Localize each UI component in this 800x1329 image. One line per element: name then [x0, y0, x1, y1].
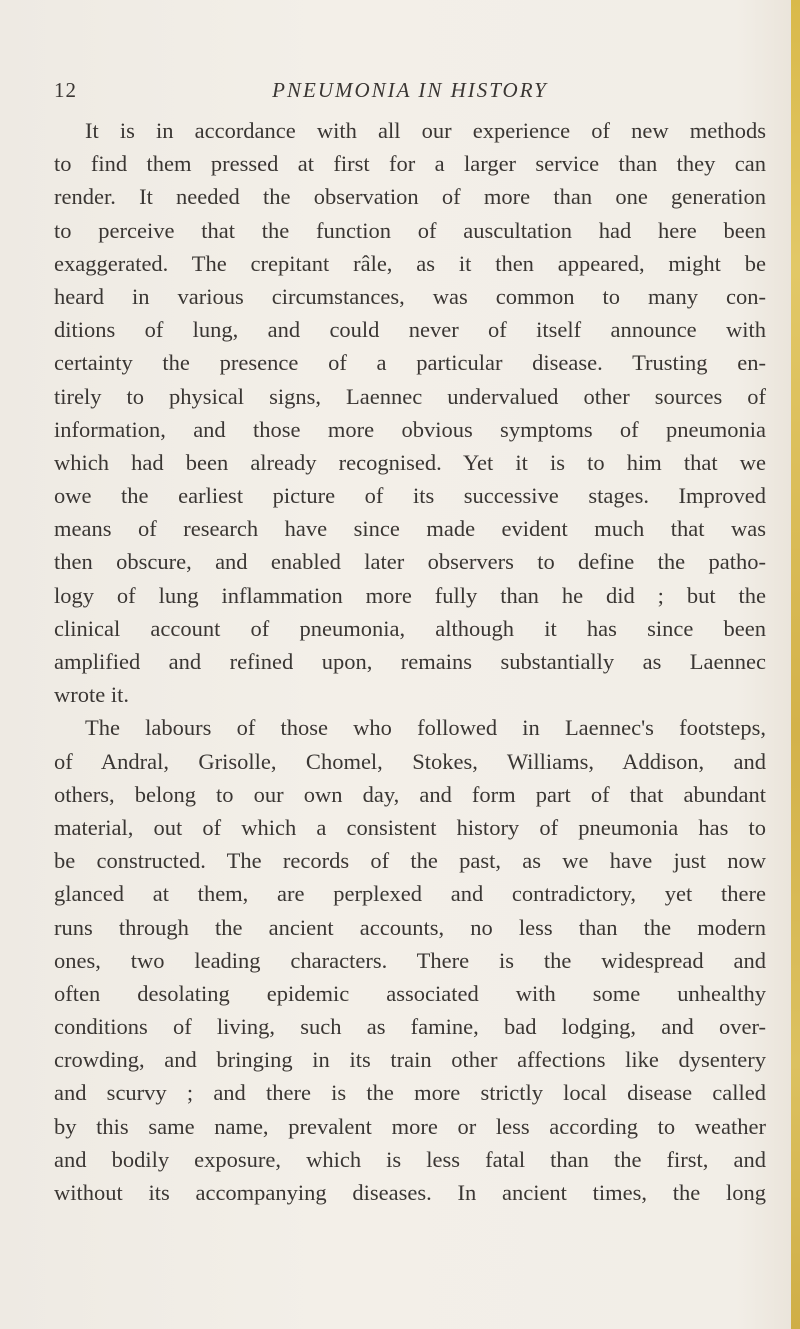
text-line: then obscure, and enabled later observers to define the patho- [54, 549, 766, 575]
text-line: clinical account of pneumonia, although it has since been [54, 615, 766, 641]
body-text [54, 114, 766, 1209]
text-line: information, and those more obvious symptoms of pneumonia [54, 416, 766, 442]
text-line: by this same name, prevalent more or less according to weather [54, 1113, 766, 1139]
page-edge [791, 0, 800, 1329]
text-line: means of research have since made evident much that was [54, 516, 766, 542]
page-header [54, 78, 766, 108]
text-line: others, belong to our own day, and form part of that abundant [54, 781, 766, 807]
page-number: 12 [54, 78, 77, 102]
text-line: tirely to physical signs, Laennec undervalued other sources of [54, 383, 766, 409]
text-line: exaggerated. The crepitant râle, as it then appeared, might be [54, 250, 766, 276]
text-line: which had been already recognised. Yet it is to him that we [54, 449, 766, 475]
text-line: crowding, and bringing in its train other affections like dysentery [54, 1047, 766, 1073]
text-line: logy of lung inflammation more fully than he did ; but the [54, 582, 766, 608]
text-line: often desolating epidemic associated with some unhealthy [54, 980, 766, 1006]
text-line: ones, two leading characters. There is the widespread and [54, 947, 766, 973]
text-line: wrote it. [54, 682, 129, 708]
text-line: and scurvy ; and there is the more strictly local disease called [54, 1080, 766, 1106]
text-line: of Andral, Grisolle, Chomel, Stokes, Williams, Addison, and [54, 748, 766, 774]
paragraph-2 [54, 711, 766, 1209]
text-line: It is in accordance with all our experience of new methods [85, 118, 766, 143]
text-line: owe the earliest picture of its successive stages. Improved [54, 483, 766, 509]
text-line: runs through the ancient accounts, no less than the modern [54, 914, 766, 940]
paragraph-1 [54, 114, 766, 711]
text-line: to find them pressed at first for a larger service than they can [54, 151, 766, 177]
text-line: render. It needed the observation of more than one generation [54, 184, 766, 210]
running-title: PNEUMONIA IN HISTORY [272, 78, 548, 102]
text-line: The labours of those who followed in Laennec's footsteps, [85, 715, 766, 741]
text-line: certainty the presence of a particular disease. Trusting en- [54, 350, 766, 376]
text-line: amplified and refined upon, remains substantially as Laennec [54, 649, 766, 674]
text-line: conditions of living, such as famine, bad lodging, and over- [54, 1014, 766, 1040]
text-line: to perceive that the function of auscultation had here been [54, 217, 766, 243]
text-line: ditions of lung, and could never of itself announce with [54, 317, 766, 343]
text-line: and bodily exposure, which is less fatal than the first, and [54, 1146, 766, 1172]
text-line: glanced at them, are perplexed and contradictory, yet there [54, 881, 766, 907]
text-line: without its accompanying diseases. In ancient times, the long [54, 1180, 766, 1205]
text-line: material, out of which a consistent history of pneumonia has to [54, 814, 766, 840]
text-line: heard in various circumstances, was common to many con- [54, 283, 766, 309]
text-line: be constructed. The records of the past, as we have just now [54, 848, 766, 874]
